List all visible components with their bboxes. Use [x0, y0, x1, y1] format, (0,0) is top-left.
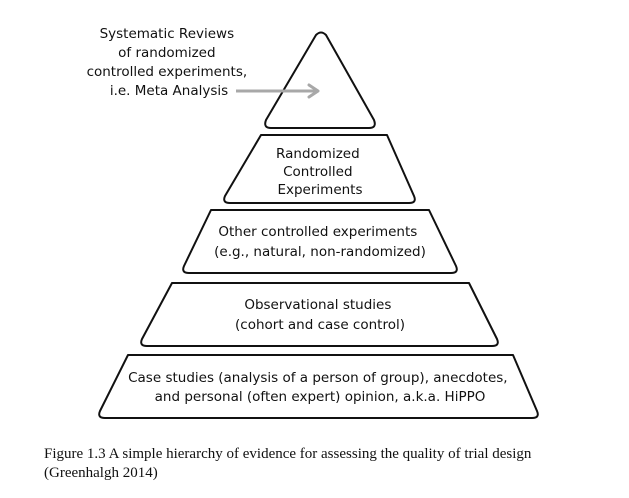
apex-label-line: i.e. Meta Analysis [109, 83, 229, 99]
pyramid-apex [265, 33, 375, 129]
tier-line: and personal (often expert) opinion, a.k.a. HiPPO [154, 389, 486, 405]
caption-line [44, 445, 604, 464]
tier-line: (e.g., natural, non-randomized) [214, 244, 426, 260]
tier-line: (cohort and case control) [235, 317, 405, 333]
tier-line: Observational studies [244, 297, 392, 313]
caption-figure-label: Figure 1.3 [44, 446, 106, 462]
apex-label [87, 26, 252, 99]
tier-line: Experiments [277, 182, 363, 198]
apex-label-line: Systematic Reviews [99, 26, 235, 42]
pyramid-tier-other-controlled [183, 210, 457, 273]
pyramid-tier-case-studies [99, 355, 538, 418]
tier-line: Controlled [283, 164, 353, 180]
pyramid-tier-observational [141, 283, 498, 346]
tier-line: Other controlled experiments [218, 224, 418, 240]
apex-label-line: controlled experiments, [86, 64, 248, 80]
figure-caption [44, 445, 604, 483]
caption-text: A simple hierarchy of evidence for assessing the quality of trial design [108, 446, 532, 462]
tier-label-randomized [276, 146, 364, 198]
apex-label-line: of randomized [118, 45, 216, 61]
caption-citation: (Greenhalgh 2014) [44, 465, 158, 481]
tier-line: Randomized [276, 146, 360, 162]
tier-line: Case studies (analysis of a person of group), anecdotes, [128, 370, 508, 386]
